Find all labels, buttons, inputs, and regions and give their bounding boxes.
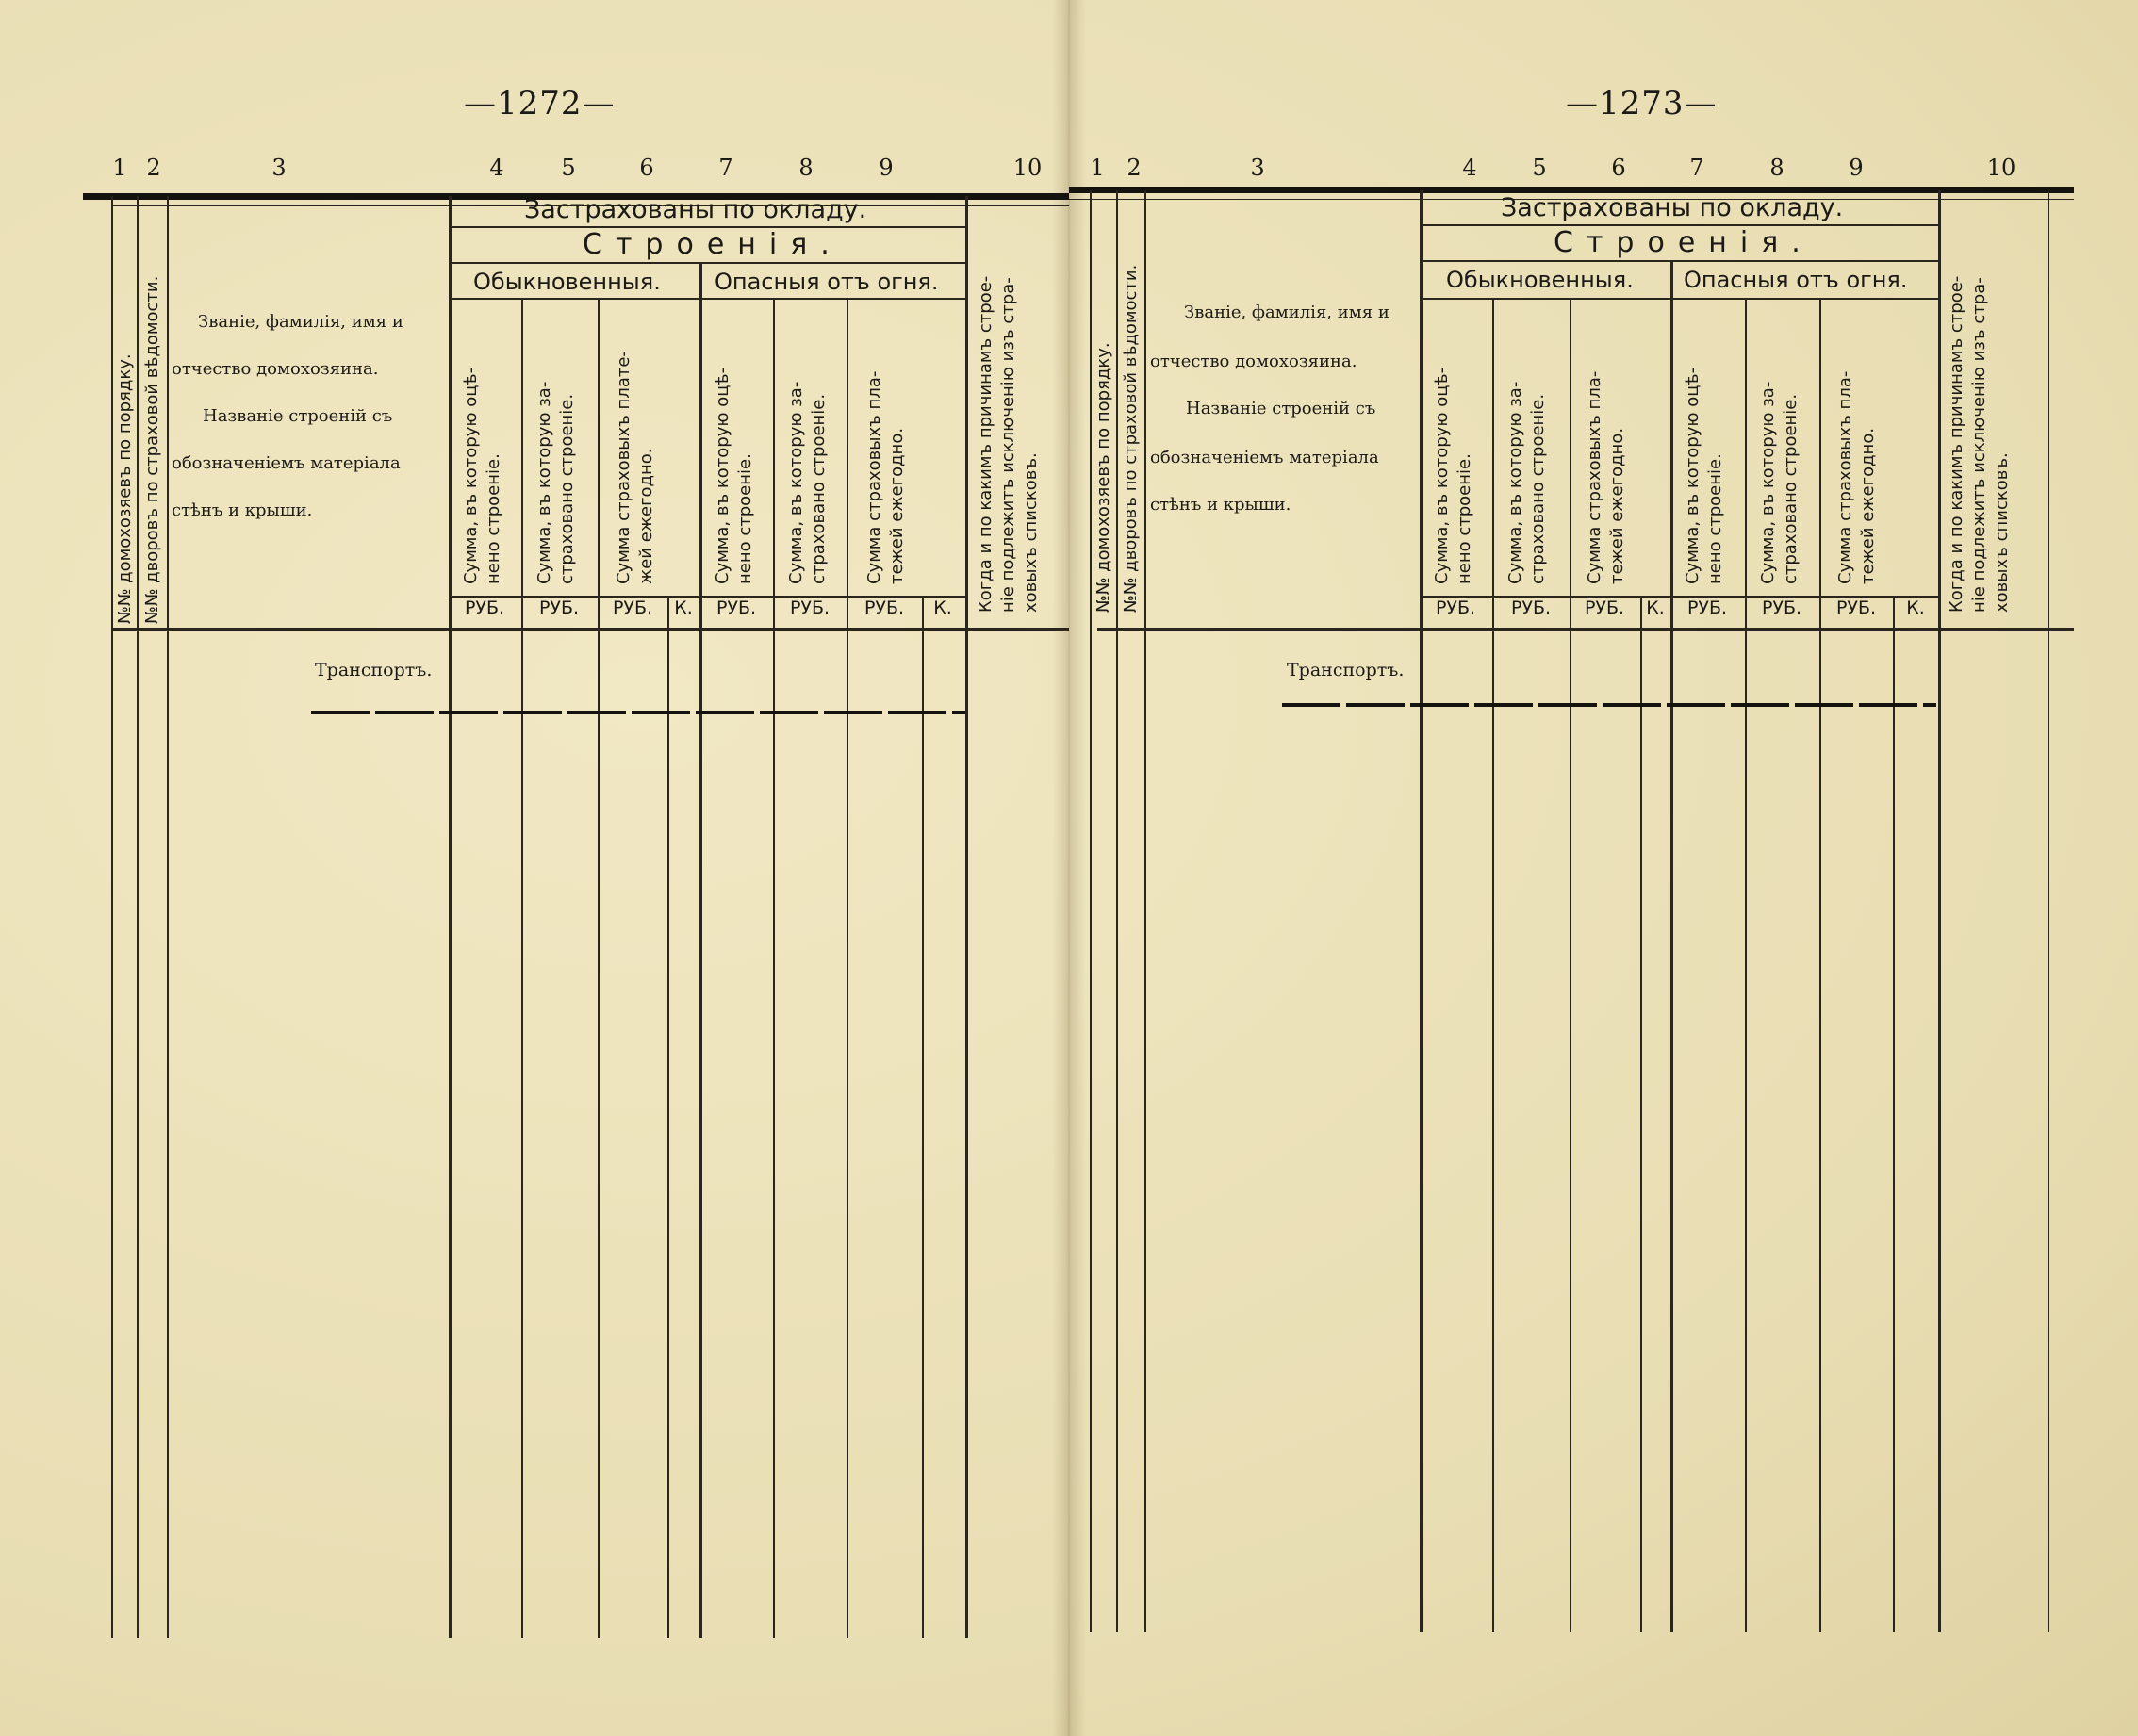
column-number: 7	[1689, 155, 1704, 181]
unit-label: РУБ.	[612, 598, 653, 618]
header-col3-line: Званіе, фамилія, имя и	[198, 312, 403, 332]
header-bottom-rule	[1097, 628, 2074, 631]
unit-label: РУБ.	[464, 598, 505, 618]
header-col3-line: стѣнъ и крыши.	[1150, 495, 1291, 515]
table-top-rule	[1069, 187, 2074, 193]
page-number: —1273—	[1566, 85, 1718, 123]
column-number: 6	[1611, 155, 1626, 181]
unit-label: РУБ.	[1584, 598, 1625, 618]
column-line	[598, 298, 600, 1638]
page-number: —1272—	[464, 85, 616, 123]
header-col3-line: Названіе строеній съ	[1186, 399, 1376, 418]
column-line	[1570, 298, 1571, 1632]
column-line	[667, 596, 669, 1638]
unit-label: К.	[1906, 598, 1925, 618]
header-dangerous: Опасныя отъ огня.	[1684, 267, 1908, 293]
header-bottom-rule	[111, 628, 1069, 631]
unit-label: РУБ.	[1835, 598, 1877, 618]
column-line	[1144, 190, 1146, 1632]
header-col3-line: Званіе, фамилія, имя и	[1184, 303, 1390, 322]
column-line	[137, 196, 139, 1638]
column-number: 4	[489, 155, 504, 181]
header-col3-line: отчество домохозяина.	[172, 359, 379, 379]
column-line	[1492, 298, 1494, 1632]
header-rule	[451, 298, 965, 300]
transport-label: Транспортъ.	[1287, 660, 1405, 680]
column-number: 9	[1849, 155, 1864, 181]
column-line	[449, 196, 452, 1638]
column-number: 10	[1986, 155, 2016, 181]
column-line	[965, 196, 968, 1638]
column-number: 2	[1127, 155, 1142, 181]
unit-label: К.	[1646, 598, 1665, 618]
column-line	[1893, 596, 1895, 1632]
header-rule	[1422, 298, 1938, 300]
column-line	[1116, 190, 1118, 1632]
column-line	[1819, 298, 1821, 1632]
unit-label: К.	[674, 598, 693, 618]
column-number: 2	[146, 155, 161, 181]
column-line	[922, 596, 924, 1638]
column-number: 1	[112, 155, 127, 181]
unit-label: РУБ.	[789, 598, 831, 618]
column-line	[773, 298, 775, 1638]
column-number: 5	[561, 155, 576, 181]
header-dangerous: Опасныя отъ огня.	[715, 269, 939, 295]
column-number: 5	[1532, 155, 1547, 181]
column-number: 8	[1769, 155, 1784, 181]
column-line	[1670, 260, 1673, 1632]
header-ordinary: Обыкновенныя.	[473, 269, 661, 295]
column-line	[167, 196, 169, 1638]
header-col3-line: отчество домохозяина.	[1150, 352, 1357, 371]
header-buildings: Строенія.	[583, 228, 843, 261]
column-line	[1420, 190, 1423, 1632]
column-line	[1938, 190, 1941, 1632]
header-rule	[1422, 260, 1938, 262]
header-col3-line: стѣнъ и крыши.	[172, 500, 313, 520]
header-ordinary: Обыкновенныя.	[1446, 267, 1634, 293]
header-insured: Застрахованы по окладу.	[524, 195, 867, 224]
unit-label: РУБ.	[1686, 598, 1728, 618]
column-line	[847, 298, 848, 1638]
column-line	[1090, 190, 1092, 1632]
header-col3-line: обозначеніемъ матеріала	[1150, 448, 1379, 467]
header-col3-line: Названіе строеній съ	[203, 406, 393, 426]
column-number: 1	[1090, 155, 1105, 181]
unit-label: РУБ.	[863, 598, 905, 618]
column-number: 7	[718, 155, 733, 181]
column-line	[699, 262, 702, 1638]
unit-label: РУБ.	[1761, 598, 1802, 618]
unit-label: РУБ.	[538, 598, 580, 618]
header-insured: Застрахованы по окладу.	[1501, 193, 1844, 222]
column-line	[111, 196, 113, 1638]
right-page: —1273— 1 2 3 4 5 6 7 8 9 10 Застрахованы по окладу. Строенія. Обыкновенныя. Опасныя отъ огня. №№ домохозяевъ по порядку. №№ дворовъ по страховой вѣдомости. Званіе, фамилія, имя и отчество домохозяина. Названіе строеній съ обозначеніемъ матеріала стѣнъ и крыши. Сумма, въ которую оцѣ- нено строеніе. Сумма, въ которую за- страховано строеніе. Сумма страховыхъ пла- тежей ежегодно. Сумма, въ которую оцѣ- нено строеніе. Сумма, въ которую за- страховано строеніе. Сумма страховыхъ пла- тежей ежегодно. Когда и по какимъ причинамъ строе- ніе подлежитъ исключенію изъ стра- ховыхъ списковъ. РУБ. РУБ. РУБ. К. РУБ. РУБ. РУБ. К. Транспортъ.	[1069, 0, 2138, 1736]
header-buildings: Строенія.	[1554, 226, 1814, 259]
column-line	[2048, 190, 2049, 1632]
transport-rule	[311, 711, 965, 714]
header-rule	[451, 262, 965, 264]
transport-rule	[1282, 703, 1936, 707]
column-line	[521, 298, 523, 1638]
column-number: 9	[879, 155, 894, 181]
left-page: —1272— 1 2 3 4 5 6 7 8 9 10 Застрахованы по окладу. Строенія. Обыкновенныя. Опасныя отъ огня. №№ домохозяевъ по порядку. №№ дворовъ по страховой вѣдомости. Званіе, фамилія, имя и отчество домохозяина. Названіе строеній съ обозначеніемъ матеріала стѣнъ и крыши. Сумма, въ которую оцѣ- нено строеніе. Сумма, въ которую за- страховано строеніе. Сумма страховыхъ плате- жей ежегодно. Сумма, въ которую оцѣ- нено строеніе. Сумма, въ которую за- страховано строеніе. Сумма страховыхъ пла- тежей ежегодно. Когда и по какимъ причинамъ строе- ніе подлежитъ исключенію изъ стра- ховыхъ списковъ. РУБ. РУБ. РУБ. К. РУБ. РУБ. РУБ. К. Транспортъ.	[0, 0, 1069, 1736]
unit-label: К.	[933, 598, 952, 618]
column-line	[1640, 596, 1642, 1632]
column-number: 3	[1250, 155, 1265, 181]
column-line	[1745, 298, 1747, 1632]
header-col3-line: обозначеніемъ матеріала	[172, 453, 401, 473]
column-number: 3	[271, 155, 287, 181]
column-number: 8	[798, 155, 814, 181]
column-number: 6	[639, 155, 654, 181]
transport-label: Транспортъ.	[315, 660, 433, 680]
column-number: 10	[1012, 155, 1043, 181]
unit-label: РУБ.	[715, 598, 757, 618]
column-number: 4	[1462, 155, 1477, 181]
unit-label: РУБ.	[1510, 598, 1552, 618]
unit-label: РУБ.	[1435, 598, 1476, 618]
